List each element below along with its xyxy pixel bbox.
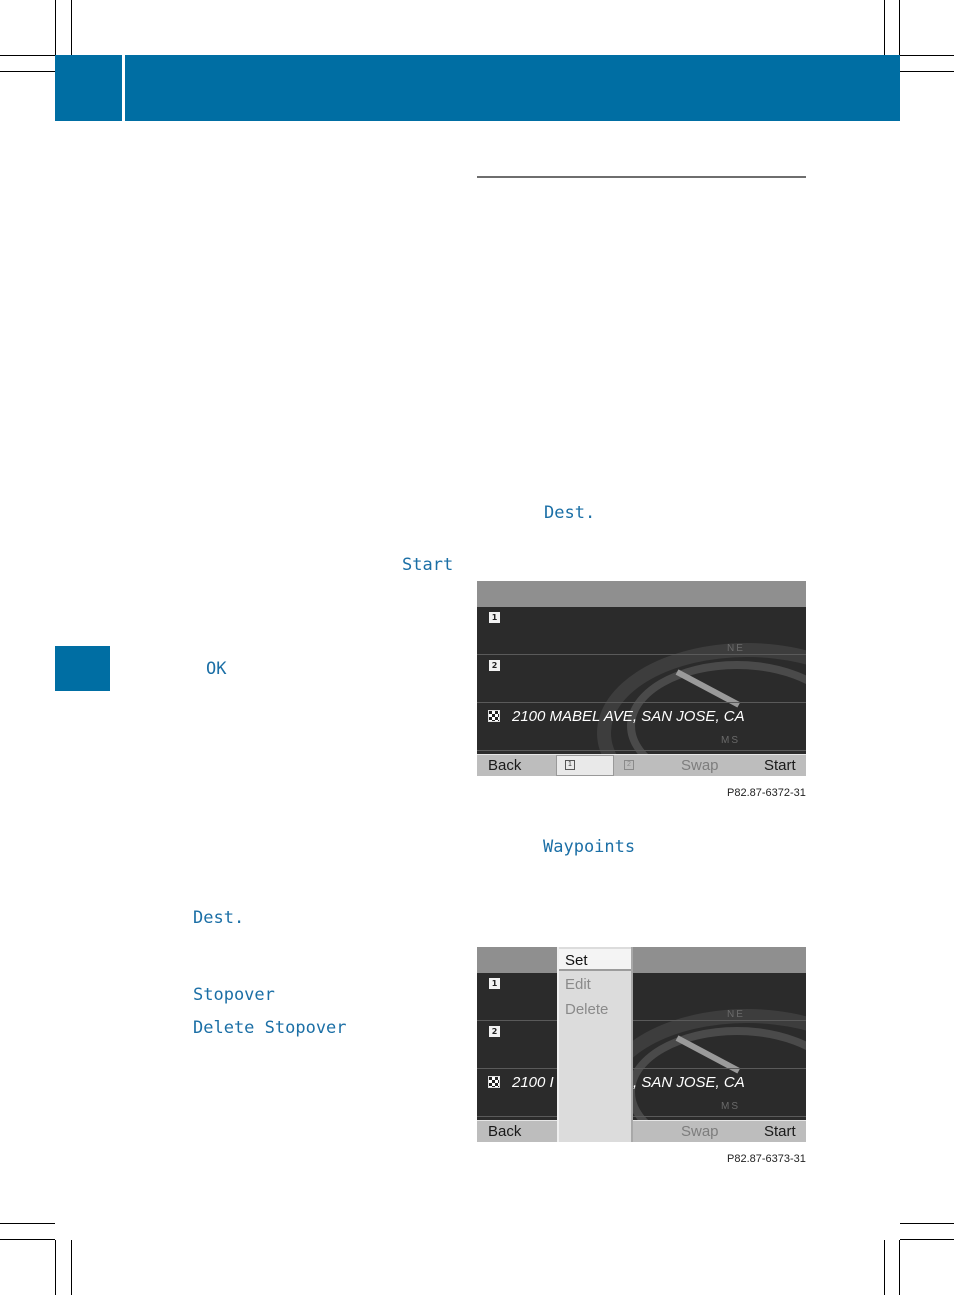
waypoints-link[interactable]: Waypoints [543,837,636,857]
stopover-link[interactable]: Stopover [193,985,275,1005]
menu-item-set[interactable]: Set [565,952,588,969]
crop-mark [884,0,885,55]
crop-mark [900,1239,954,1240]
dest-link-left[interactable]: Dest. [193,908,245,928]
menu-bar [477,754,806,776]
crop-mark [71,1240,72,1295]
delete-stopover-link[interactable]: Delete Stopover [193,1018,347,1038]
compass-ms-label: MS [721,1101,740,1112]
waypoint-2-button[interactable]: 2 [624,760,634,770]
menu-bar [477,1120,806,1142]
crop-mark [55,1240,56,1295]
destination-address: 2100 MABEL AVE, SAN JOSE, CA [512,708,745,725]
chapter-side-tab [55,646,110,691]
image-reference-2: P82.87-6373-31 [727,1153,806,1165]
waypoint-2-flag-icon: 2 [489,660,500,671]
menu-item-edit[interactable]: Edit [565,976,591,993]
checkered-flag-icon [488,1076,500,1088]
waypoint-1-button[interactable]: 1 [565,760,575,770]
header-band [55,55,900,121]
navigation-screenshot-1 [477,581,806,776]
crop-mark [0,1239,55,1240]
navigation-screenshot-2 [477,947,806,1142]
compass-ms-label: MS [721,735,740,746]
waypoint-row-2[interactable] [477,655,806,703]
waypoint-context-menu [557,947,633,1142]
start-link[interactable]: Start [402,555,454,575]
start-button[interactable]: Start [764,757,796,774]
crop-mark [0,55,55,56]
swap-button[interactable]: Swap [681,757,719,774]
destination-address-right: , SAN JOSE, CA [633,1074,745,1091]
waypoint-1-flag-icon: 1 [489,612,500,623]
crop-mark [900,1223,954,1224]
waypoint-row-1[interactable] [477,607,806,655]
compass-ne-label: NE [727,1009,745,1020]
dest-link-right[interactable]: Dest. [544,503,596,523]
crop-mark [884,1240,885,1295]
compass-ne-label: NE [727,643,745,654]
menu-item-delete[interactable]: Delete [565,1001,609,1018]
waypoint-2-flag-icon: 2 [489,1026,500,1037]
crop-mark [71,0,72,55]
crop-mark [0,71,55,72]
screen-title-bar [477,947,806,973]
waypoint-1-flag-icon: 1 [489,978,500,989]
crop-mark [900,71,954,72]
start-button[interactable]: Start [764,1123,796,1140]
checkered-flag-icon [488,710,500,722]
header-chapter-tab [55,55,125,121]
crop-mark [0,1223,55,1224]
destination-address-left: 2100 I [512,1074,554,1091]
destination-row[interactable] [477,703,806,751]
back-button[interactable]: Back [488,1123,522,1140]
crop-mark [899,1240,900,1295]
image-reference-1: P82.87-6372-31 [727,787,806,799]
ok-link[interactable]: OK [206,659,227,679]
waypoint-row-2[interactable] [477,1021,806,1069]
destination-row[interactable] [477,1069,806,1117]
crop-mark [899,0,900,55]
crop-mark [900,55,954,56]
screen-title-bar [477,581,806,607]
section-rule [477,176,806,178]
crop-mark [55,0,56,55]
swap-button[interactable]: Swap [681,1123,719,1140]
waypoint-row-1[interactable] [477,973,806,1021]
back-button[interactable]: Back [488,757,522,774]
